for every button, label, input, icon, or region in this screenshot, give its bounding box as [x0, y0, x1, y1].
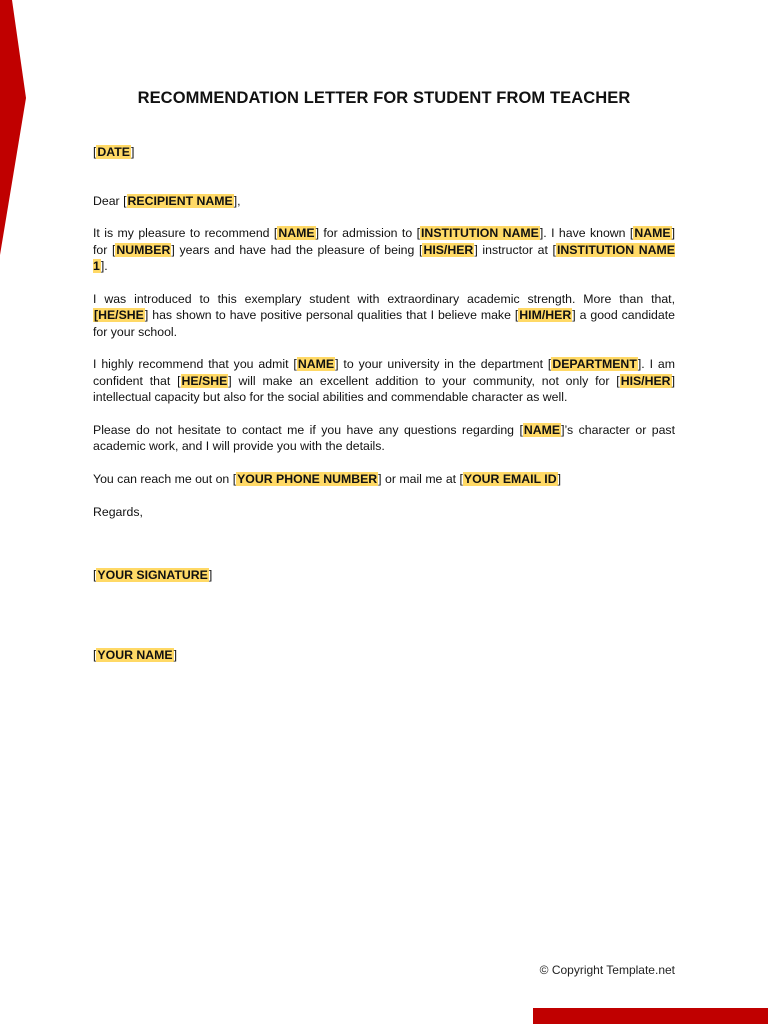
placeholder-phone-number: YOUR PHONE NUMBER	[237, 471, 378, 486]
placeholder-name: NAME	[297, 357, 335, 371]
placeholder-institution-name-1: INSTITUTION NAME 1	[93, 242, 675, 273]
placeholder-name: NAME	[523, 422, 561, 437]
placeholder-email-id: YOUR EMAIL ID	[463, 471, 557, 486]
placeholder-name: NAME	[278, 226, 315, 240]
date-line: [DATE]	[93, 145, 135, 159]
page-title: RECOMMENDATION LETTER FOR STUDENT FROM TEACHER	[137, 89, 631, 107]
paragraph-4: Please do not hesitate to contact me if you have any questions regarding [NAME]’s character or past academic work, and I will provide you with the details.	[93, 422, 675, 453]
placeholder-his-her: HIS/HER	[423, 242, 474, 257]
closing: Regards,	[93, 505, 143, 519]
copyright-notice: © Copyright Template.net	[539, 963, 675, 977]
placeholder-recipient-name: RECIPIENT NAME	[127, 193, 233, 208]
placeholder-his-her: HIS/HER	[620, 373, 671, 388]
placeholder-institution-name: INSTITUTION NAME	[421, 226, 539, 240]
signature-line: [YOUR SIGNATURE]	[93, 567, 213, 582]
paragraph-5: You can reach me out on [YOUR PHONE NUMBER] or mail me at [YOUR EMAIL ID]	[93, 471, 562, 486]
placeholder-your-signature: YOUR SIGNATURE	[97, 567, 208, 582]
placeholder-name: NAME	[634, 226, 671, 240]
placeholder-him-her: HIM/HER	[519, 308, 572, 322]
placeholder-date: DATE	[97, 145, 130, 159]
placeholder-he-she: [HE/SHE	[94, 308, 144, 322]
red-accent-bar	[533, 1008, 768, 1024]
paragraph-2: I was introduced to this exemplary student with extraordinary academic strength. More than that, [HE/SHE] has shown to have positive personal qualities that I believe make [HIM/HER] a good candidate for your school.	[93, 291, 675, 339]
paragraph-3: I highly recommend that you admit [NAME] to your university in the department [DEPARTMENT]. I am confident that [HE/SHE] will make an excellent addition to your community, not only for [HIS/HER] intellectual capacity but also for the social abilities and commendable character as well.	[93, 357, 676, 404]
salutation: Dear [RECIPIENT NAME],	[93, 193, 241, 208]
red-accent-shape	[0, 0, 30, 260]
letter-body	[93, 144, 675, 664]
placeholder-number: NUMBER	[116, 242, 171, 257]
placeholder-your-name: YOUR NAME	[97, 648, 173, 662]
name-line: [YOUR NAME]	[93, 648, 177, 662]
placeholder-he-she: HE/SHE	[181, 373, 228, 388]
paragraph-1: It is my pleasure to recommend [NAME] for admission to [INSTITUTION NAME]. I have known [NAME] for [NUMBER] years and have had the pleasure of being [HIS/HER] instructor at [INSTITUTION NAME 1].	[93, 226, 675, 273]
placeholder-department: DEPARTMENT	[552, 357, 637, 371]
